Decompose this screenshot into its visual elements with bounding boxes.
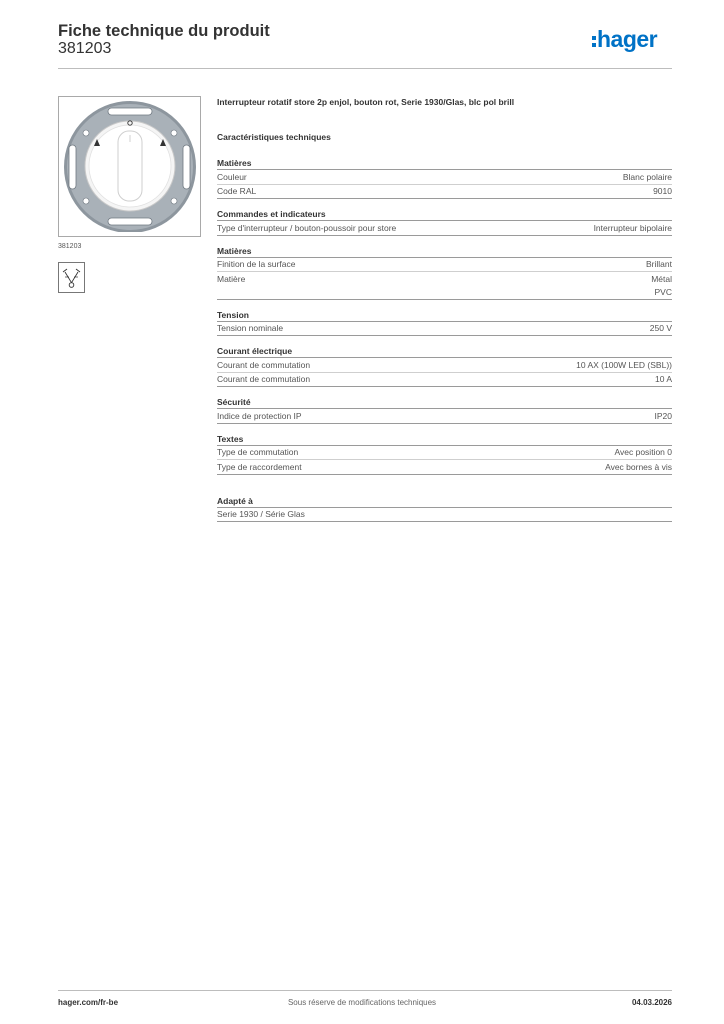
spec-rows: [217, 358, 672, 387]
spec-section: [217, 344, 672, 387]
spec-label: Matière: [217, 273, 246, 284]
spec-value-line: Métal: [651, 273, 672, 284]
image-caption: 381203: [58, 243, 82, 250]
spec-rows: [217, 322, 672, 337]
spec-value-line: 250 V: [649, 323, 672, 333]
spec-value: [650, 322, 672, 335]
spec-value-line: Blanc polaire: [622, 171, 672, 182]
section-title: Sécurité: [217, 395, 672, 409]
spec-value: [594, 222, 672, 235]
product-name: Interrupteur rotatif store 2p enjol, bouton rot, Serie 1930/Glas, blc pol brill: [217, 97, 515, 107]
spec-value: [655, 410, 673, 423]
spec-value: [623, 171, 672, 184]
spec-value: [655, 373, 672, 386]
spec-value: [605, 461, 672, 474]
section-title: Textes: [217, 432, 672, 446]
spec-label: Type de raccordement: [217, 461, 302, 472]
spec-label: Couleur: [217, 171, 247, 182]
spec-value: [651, 273, 672, 299]
spec-value-line: Avec bornes à vis: [605, 461, 672, 472]
spec-value-line: 9010: [653, 186, 672, 196]
document-title: Fiche technique du produit: [58, 22, 270, 40]
spec-section: [217, 156, 672, 199]
spec-value: [653, 185, 672, 198]
spec-value: [615, 446, 673, 459]
spec-section: [217, 494, 672, 523]
spec-section: [217, 207, 672, 236]
footer-divider: [58, 990, 672, 991]
spec-rows: [217, 446, 672, 475]
section-title: Matières: [217, 244, 672, 258]
rotary-switch-image: [58, 96, 201, 237]
hager-logo: [592, 28, 657, 58]
logo-dots: [592, 36, 596, 47]
spec-row: [217, 508, 672, 523]
footer-date: 04.03.2026: [631, 998, 672, 1007]
spec-section: [217, 432, 672, 475]
spec-value-line: 10 AX (100W LED (SBL)): [576, 359, 672, 370]
footer-website: hager.com/fr-be: [58, 998, 119, 1007]
spec-row: [217, 322, 672, 337]
spec-row: [217, 409, 672, 424]
spec-value: [576, 359, 672, 372]
spec-label: Courant de commutation: [217, 359, 311, 370]
spec-row: [217, 170, 672, 185]
spec-row: [217, 446, 672, 461]
spec-row: [217, 373, 672, 388]
switch-symbol-icon: [58, 262, 85, 293]
tech-heading: Caractéristiques techniques: [217, 132, 331, 142]
spec-section: [217, 244, 672, 300]
section-title: Matières: [217, 156, 672, 170]
spec-row: [217, 258, 672, 273]
spec-value-line: PVC: [654, 286, 672, 297]
spec-value: [646, 258, 672, 271]
spec-row: [217, 221, 672, 236]
spec-rows: [217, 508, 672, 523]
spec-label: Code RAL: [217, 186, 257, 196]
spec-label: Indice de protection IP: [217, 410, 302, 421]
spec-value-line: Brillant: [646, 259, 672, 269]
spec-value-line: 10 A: [654, 374, 672, 384]
spec-rows: [217, 409, 672, 424]
spec-row: [217, 358, 672, 373]
spec-label: Type d'interrupteur / bouton-poussoir pour store: [217, 222, 397, 233]
spec-rows: [217, 258, 672, 300]
spec-rows: [217, 221, 672, 236]
spec-label: Courant de commutation: [217, 374, 311, 384]
section-title: Commandes et indicateurs: [217, 207, 672, 221]
spec-row: [217, 272, 672, 300]
spec-value-line: IP20: [654, 410, 672, 421]
footer-disclaimer: Sous réserve de modifications techniques: [287, 998, 437, 1007]
section-title: Adapté à: [217, 494, 672, 508]
spec-row: [217, 460, 672, 475]
spec-value-line: Avec position 0: [614, 447, 672, 457]
spec-value-line: Interrupteur bipolaire: [593, 222, 672, 233]
product-reference: 381203: [58, 40, 112, 57]
spec-label: Type de commutation: [217, 447, 299, 457]
spec-section: [217, 395, 672, 424]
logo-text: hager: [597, 26, 658, 52]
spec-sections: [217, 156, 672, 522]
spec-label: Tension nominale: [217, 323, 284, 333]
spec-row: [217, 185, 672, 200]
spec-content: [217, 96, 672, 522]
spec-rows: [217, 170, 672, 199]
spec-label: Serie 1930 / Série Glas: [217, 509, 305, 519]
spec-label: Finition de la surface: [217, 259, 296, 269]
header-divider: [58, 68, 672, 69]
section-title: Courant électrique: [217, 344, 672, 358]
section-title: Tension: [217, 308, 672, 322]
spec-section: [217, 308, 672, 337]
